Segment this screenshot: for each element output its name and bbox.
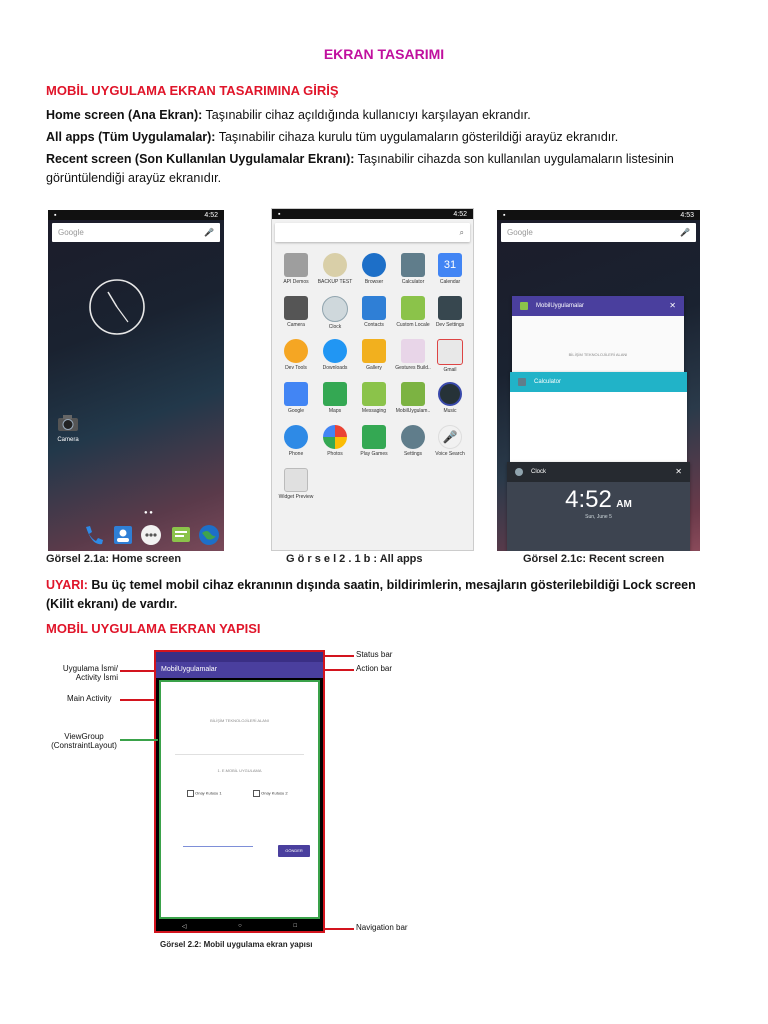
recent-screen-image — [497, 210, 700, 551]
caption-recent-screen: Görsel 2.1c: Recent screen — [523, 553, 665, 565]
app-label: Gallery — [366, 365, 382, 371]
warning-label: UYARI: — [46, 578, 88, 592]
app-label: MobilUygulam.. — [395, 408, 431, 414]
contacts-icon[interactable] — [112, 524, 134, 546]
camera-shortcut[interactable] — [54, 414, 82, 443]
search-placeholder: Google — [507, 228, 533, 237]
app-photos[interactable] — [317, 425, 353, 457]
gesture-icon — [401, 339, 425, 363]
label-viewgroup: ViewGroup (ConstraintLayout) — [51, 732, 117, 750]
caption-diagram: Görsel 2.2: Mobil uygulama ekran yapısı — [160, 940, 313, 949]
app-label: Play Games — [360, 451, 388, 457]
app-label: Google — [287, 408, 305, 414]
app-label: BACKUP TEST — [317, 279, 353, 285]
app-label: Voice Search — [435, 451, 465, 457]
clock-icon — [515, 468, 523, 476]
card-header — [512, 296, 684, 316]
search-icon[interactable]: ⌕ — [459, 228, 464, 237]
app-calendar[interactable] — [432, 253, 468, 285]
checkbox-2-box[interactable] — [253, 790, 260, 797]
status-time: 4:52 — [453, 210, 467, 218]
android-icon — [401, 382, 425, 406]
music-icon — [438, 382, 462, 406]
definition-home-screen: Taşınabilir cihaz açıldığında kullanıcıyı karşılayan ekrandır. — [202, 108, 531, 122]
app-label: Downloads — [322, 365, 348, 371]
app-clock[interactable] — [317, 296, 353, 330]
term-all-apps: All apps (Tüm Uygulamalar): — [46, 130, 216, 144]
clock-display — [507, 486, 690, 514]
checkbox-1-box[interactable] — [187, 790, 194, 797]
app-widget-preview[interactable] — [278, 468, 314, 500]
diagram-action-bar: MobilUygulamalar — [156, 662, 323, 678]
recent-card-clock[interactable] — [507, 462, 690, 551]
app-contacts[interactable] — [356, 296, 392, 328]
status-time: 4:53 — [680, 211, 694, 219]
paragraph-all-apps — [46, 128, 722, 147]
globe-icon — [362, 253, 386, 277]
warning-text-before: Bu üç temel mobil cihaz ekranının dışında saatin, bildirimlerin, mesajların gösterilebildiği — [87, 578, 623, 592]
close-icon[interactable]: ✕ — [669, 301, 676, 310]
caption-home-screen: Görsel 2.1a: Home screen — [46, 553, 182, 565]
warning-paragraph — [46, 576, 722, 614]
page-title: EKRAN TASARIMI — [323, 46, 445, 62]
paragraph-home-screen — [46, 106, 722, 125]
all-apps-screen-image — [271, 208, 474, 551]
app-calculator[interactable] — [395, 253, 431, 285]
clock-icon — [322, 296, 348, 322]
close-icon[interactable]: ✕ — [675, 467, 682, 476]
checkbox-1-label: Onay Kutusu 1 — [195, 790, 222, 796]
recent-card-calculator[interactable] — [510, 372, 687, 462]
folder-icon — [284, 253, 308, 277]
app-messaging[interactable] — [356, 382, 392, 414]
clock-ampm: AM — [616, 499, 632, 510]
label-action-bar: Action bar — [356, 664, 393, 673]
download-icon — [323, 339, 347, 363]
gmail-icon — [437, 339, 463, 365]
status-bar — [497, 210, 700, 220]
clock-date: Sun, June 5 — [585, 514, 612, 520]
gear-icon — [401, 425, 425, 449]
term-recent-screen: Recent screen (Son Kullanılan Uygulamalar Ekranı): — [46, 152, 355, 166]
app-label: Custom Locale — [396, 322, 430, 328]
gear-icon — [284, 339, 308, 363]
status-bar — [48, 210, 224, 220]
caption-all-apps: G ö r s e l 2 . 1 b : All apps — [286, 553, 423, 565]
contacts-icon — [362, 296, 386, 320]
app-label: Phone — [288, 451, 304, 457]
card-title: Calculator — [534, 379, 562, 385]
phone-icon — [284, 425, 308, 449]
app-label: Browser — [364, 279, 384, 285]
app-mobiluygulamalar[interactable] — [395, 382, 431, 414]
section-heading-structure: MOBİL UYGULAMA EKRAN YAPISI — [46, 621, 261, 636]
camera-icon — [284, 296, 308, 320]
app-label: Clock — [328, 324, 342, 330]
camera-icon — [57, 414, 79, 432]
section-heading-intro: MOBİL UYGULAMA EKRAN TASARIMINA GİRİŞ — [46, 83, 339, 98]
camera-label: Camera — [57, 437, 79, 443]
calculator-icon — [518, 378, 526, 386]
app-label: Dev Tools — [285, 365, 307, 371]
card-title: Clock — [531, 469, 547, 475]
label-main-activity: Main Activity — [67, 694, 112, 703]
app-label: Gmail — [443, 367, 457, 373]
label-app-name: Uygulama İsmi/ Activity İsmi — [62, 664, 118, 682]
browser-icon[interactable] — [198, 524, 220, 546]
play-games-icon — [362, 425, 386, 449]
app-label: Widget Preview — [278, 494, 314, 500]
divider — [175, 754, 304, 755]
app-maps[interactable] — [317, 382, 353, 414]
app-label: Calculator — [401, 279, 425, 285]
back-icon[interactable]: ◁ — [181, 923, 187, 930]
android-icon — [520, 302, 528, 310]
app-gmail[interactable] — [432, 339, 468, 373]
recent-card-mobiluygulamalar[interactable] — [512, 296, 684, 378]
app-dev-tools[interactable] — [278, 339, 314, 371]
app-label: Calendar — [439, 279, 461, 285]
home-icon[interactable]: ○ — [238, 923, 242, 929]
app-gallery[interactable] — [356, 339, 392, 371]
checkbox-2-label: Onay Kutusu 2 — [261, 790, 288, 796]
map-pin-icon — [323, 382, 347, 406]
warning-text-after: de vardır. — [118, 597, 178, 611]
paragraph-recent-screen — [46, 150, 722, 188]
google-icon — [284, 382, 308, 406]
definition-recent-screen: Taşınabilir cihazda son kullanılan uygulamaların listesinin görüntülendiği arayüz ekranıdır. — [46, 152, 674, 185]
calculator-icon — [401, 253, 425, 277]
app-backup-test[interactable] — [317, 253, 353, 285]
page-indicator: ● ● — [144, 510, 153, 516]
text-input-field[interactable] — [183, 846, 253, 847]
app-downloads[interactable] — [317, 339, 353, 371]
recents-icon[interactable]: □ — [293, 923, 298, 929]
sheep-icon — [323, 253, 347, 277]
notification-icon: ▪ — [278, 210, 281, 218]
card-title: MobilUygulamalar — [536, 303, 585, 309]
dock — [78, 522, 224, 548]
term-home-screen: Home screen (Ana Ekran): — [46, 108, 203, 122]
arrow-main-activity — [120, 699, 156, 701]
app-dev-settings[interactable] — [432, 296, 468, 328]
app-label: Contacts — [364, 322, 384, 328]
app-music[interactable] — [432, 382, 468, 414]
arrow-status-bar — [324, 655, 354, 657]
app-custom-locale[interactable] — [395, 296, 431, 328]
apps-search-bar[interactable] — [275, 223, 470, 242]
checkbox-1[interactable] — [187, 790, 222, 797]
app-label: Settings — [403, 451, 423, 457]
app-label: Dev Settings — [435, 322, 465, 328]
app-label: Messaging — [361, 408, 387, 414]
analog-clock-icon[interactable] — [88, 278, 146, 336]
app-label: Maps — [328, 408, 342, 414]
calendar-icon: 31 — [438, 253, 462, 277]
label-status-bar: Status bar — [356, 650, 393, 659]
search-placeholder: Google — [58, 228, 84, 237]
phone-icon[interactable] — [82, 524, 104, 546]
arrow-viewgroup — [120, 739, 158, 741]
status-time: 4:52 — [204, 211, 218, 219]
arrow-action-bar — [324, 669, 354, 671]
app-voice-search[interactable] — [432, 425, 468, 457]
notification-icon: ▪ — [503, 211, 506, 219]
widget-icon — [284, 468, 308, 492]
message-icon — [362, 382, 386, 406]
app-phone[interactable] — [278, 425, 314, 457]
clock-time: 4:52 — [565, 486, 612, 513]
notification-icon: ▪ — [54, 211, 57, 219]
diagram-status-bar — [156, 652, 323, 662]
app-camera[interactable] — [278, 296, 314, 328]
google-search-bar[interactable] — [52, 223, 220, 242]
gallery-icon — [362, 339, 386, 363]
android-icon — [401, 296, 425, 320]
app-google[interactable] — [278, 382, 314, 414]
checkbox-2[interactable] — [253, 790, 288, 797]
diagram-body-sub: 1. E.MOBİL UYGULAMA — [217, 768, 262, 773]
all-apps-icon[interactable] — [140, 524, 162, 546]
status-bar — [272, 209, 473, 219]
home-screen-image — [48, 210, 224, 551]
definition-all-apps: Taşınabilir cihaza kurulu tüm uygulamaların gösterildiği arayüz ekranıdır. — [215, 130, 619, 144]
photos-icon — [323, 425, 347, 449]
diagram-viewgroup — [159, 680, 320, 919]
card-header — [507, 462, 690, 482]
label-navigation-bar: Navigation bar — [356, 923, 408, 932]
app-label: API Demos — [283, 279, 309, 285]
google-search-bar[interactable] — [501, 223, 696, 242]
app-label: Photos — [327, 451, 343, 457]
card-body-text: BİLİŞİM TEKNOLOJİLERİ ALANI — [568, 352, 628, 357]
app-api-demos[interactable] — [278, 253, 314, 285]
app-structure-diagram — [154, 650, 325, 933]
warning-bold: Lock screen (Kilit ekranı) — [46, 578, 696, 611]
mic-icon: 🎤 — [438, 425, 462, 449]
messaging-icon[interactable] — [170, 524, 192, 546]
mic-icon[interactable]: 🎤 — [680, 228, 690, 237]
app-label: Gestures Build.. — [395, 365, 431, 371]
app-play-games[interactable] — [356, 425, 392, 457]
arrow-app-name — [120, 670, 156, 672]
diagram-body-heading: BİLİŞİM TEKNOLOJİLERİ ALANI — [210, 718, 269, 723]
send-button[interactable]: GÖNDER — [278, 845, 310, 857]
app-label: Music — [443, 408, 457, 414]
app-browser[interactable] — [356, 253, 392, 285]
app-label: Camera — [287, 322, 305, 328]
diagram-navigation-bar — [156, 921, 323, 931]
settings-sliders-icon — [438, 296, 462, 320]
app-gestures-builder[interactable] — [395, 339, 431, 371]
mic-icon[interactable]: 🎤 — [204, 228, 214, 237]
arrow-navigation-bar — [324, 928, 354, 930]
app-settings[interactable] — [395, 425, 431, 457]
card-header — [510, 372, 687, 392]
